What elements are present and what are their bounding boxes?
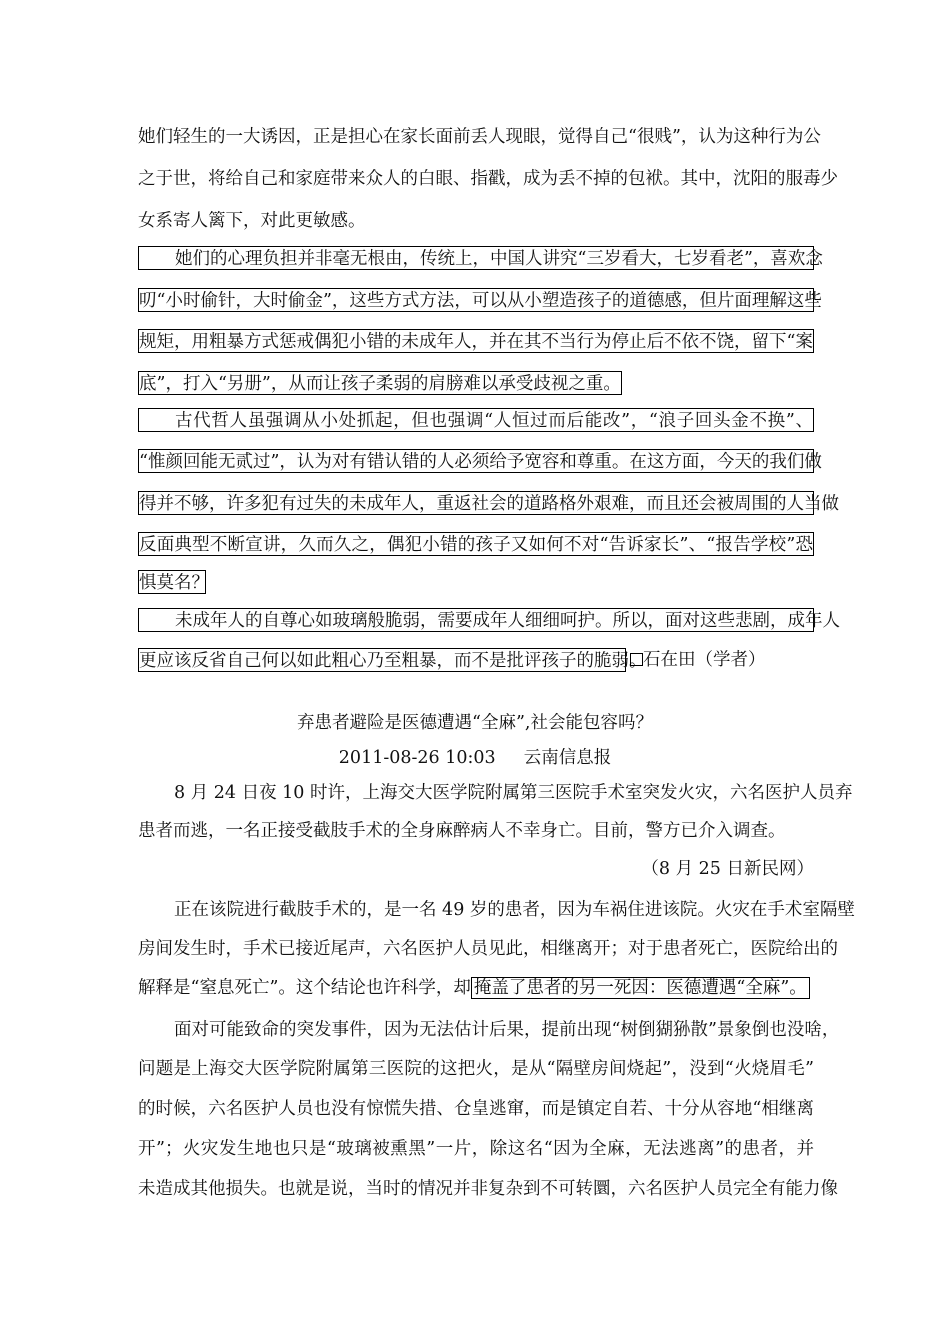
source-note: （8 月 25 日新民网） [641, 859, 814, 879]
boxed-paragraph-line: 古代哲人虽强调从小处抓起，但也强调“人恒过而后能改”，“浪子回头金不换”、 [138, 408, 814, 432]
boxed-paragraph-line: 反面典型不断宣讲，久而久之，偶犯小错的孩子又如何不对“告诉家长”、“报告学校”恐 [138, 532, 814, 556]
paragraph-line: 面对可能致命的突发事件，因为无法估计后果，提前出现“树倒猢狲散”景象倒也没啥， [174, 1020, 840, 1040]
paragraph-line: 患者而逃，一名正接受截肢手术的全身麻醉病人不幸身亡。目前，警方已介入调查。 [138, 821, 786, 841]
square-box-icon [630, 653, 643, 666]
paragraph-line: 未造成其他损失。也就是说，当时的情况并非复杂到不可转圜，六名医护人员完全有能力像 [138, 1179, 838, 1199]
boxed-paragraph-line: “惟颜回能无贰过”，认为对有错认错的人必须给予宽容和尊重。在这方面，今天的我们做 [138, 449, 814, 473]
paragraph-line: 之于世，将给自己和家庭带来众人的白眼、指戳，成为丢不掉的包袱。其中，沈阳的服毒少 [138, 169, 838, 189]
paragraph-line: 女系寄人篱下，对此更敏感。 [138, 211, 366, 231]
boxed-paragraph-line: 得并不够，许多犯有过失的未成年人，重返社会的道路格外艰难，而且还会被周围的人当做 [138, 491, 814, 515]
paragraph-line: 正在该院进行截肢手术的，是一名 49 岁的患者，因为车祸住进该院。火灾在手术室隔壁 [174, 900, 855, 920]
paragraph-line: 开”；火灾发生地也只是“玻璃被熏黑”一片，除这名“因为全麻，无法逃离”的患者，并 [138, 1139, 814, 1159]
boxed-paragraph-line: 她们的心理负担并非毫无根由，传统上，中国人讲究“三岁看大，七岁看老”，喜欢念 [138, 246, 814, 270]
boxed-paragraph-line: 规矩，用粗暴方式惩戒偶犯小错的未成年人，并在其不当行为停止后不依不饶，留下“案 [138, 329, 814, 353]
paragraph-line: 问题是上海交大医学院附属第三医院的这把火，是从“隔壁房间烧起”，没到“火烧眉毛” [138, 1059, 814, 1079]
boxed-paragraph-line: 叨“小时偷针，大时偷金”，这些方式方法，可以从小塑造孩子的道德感，但片面理解这些 [138, 288, 814, 312]
article-title: 弃患者避险是医德遭遇“全麻”,社会能包容吗？ [297, 713, 653, 733]
boxed-paragraph-line: 底”，打入“另册”，从而让孩子柔弱的肩膀难以承受歧视之重。 [138, 371, 622, 395]
boxed-paragraph-line: 未成年人的自尊心如玻璃般脆弱，需要成年人细细呵护。所以，面对这些悲剧，成年人 [138, 608, 814, 632]
paragraph-line [138, 976, 814, 1000]
article-meta [0, 746, 950, 770]
article-date: 2011-08-26 10:03 [338, 748, 496, 768]
author-line [628, 648, 828, 672]
paragraph-line: 房间发生时，手术已接近尾声，六名医护人员见此，相继离开；对于患者死亡，医院给出的 [138, 939, 838, 959]
article-source: 云南信息报 [523, 748, 612, 768]
line-text: 解释是“窒息死亡”。这个结论也许科学，却 [138, 978, 471, 998]
paragraph-line: 8 月 24 日夜 10 时许，上海交大医学院附属第三医院手术室突发火灾，六名医护人员弃 [174, 783, 853, 803]
boxed-highlight: 掩盖了患者的另一死因：医德遭遇“全麻”。 [471, 977, 810, 999]
boxed-paragraph-line: 惧莫名？ [138, 570, 206, 594]
paragraph-line: 的时候，六名医护人员也没有惊慌失措、仓皇逃窜，而是镇定自若、十分从容地“相继离 [138, 1099, 814, 1119]
author-name: 石在田（学者） [643, 650, 766, 670]
paragraph-line: 她们轻生的一大诱因，正是担心在家长面前丢人现眼，觉得自己“很贱”，认为这种行为公 [138, 127, 821, 147]
boxed-paragraph-line: 更应该反省自己何以如此粗心乃至粗暴，而不是批评孩子的脆弱。 [138, 648, 626, 672]
